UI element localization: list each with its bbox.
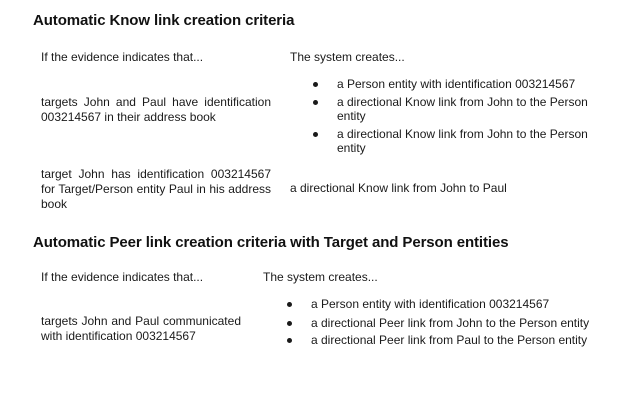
bullet-icon <box>313 100 318 105</box>
list-item: a Person entity with identification 003214567 <box>313 77 613 92</box>
section1-row2-creates: a directional Know link from John to Paul <box>290 181 507 195</box>
bullet-icon <box>287 321 292 326</box>
bullet-icon <box>313 82 318 87</box>
list-item: a Person entity with identification 003214567 <box>287 297 597 312</box>
list-item: a directional Know link from John to the Person entity <box>313 127 613 156</box>
bullet-icon <box>313 132 318 137</box>
bullet-icon <box>287 302 292 307</box>
section1-creates-header: The system creates... <box>290 50 405 64</box>
list-item: a directional Know link from John to the Person entity <box>313 95 613 124</box>
section1-row1-evidence: targets John and Paul have identification 003214567 in their address book <box>41 95 271 124</box>
section1-title: Automatic Know link creation criteria <box>33 12 295 29</box>
list-item: a directional Peer link from John to the Person entity <box>287 316 597 331</box>
section1-row2-evidence: target John has identification 003214567 for Target/Person entity Paul in his address book <box>41 167 271 211</box>
section2-creates-header: The system creates... <box>263 270 378 284</box>
bullet-icon <box>287 338 292 343</box>
list-item: a directional Peer link from Paul to the Person entity <box>287 333 597 348</box>
section2-row1-evidence: targets John and Paul communicated with identification 003214567 <box>41 314 241 343</box>
section1-row1-creates-list <box>313 77 613 156</box>
section1-evidence-header: If the evidence indicates that... <box>41 50 204 64</box>
section2-title: Automatic Peer link creation criteria with Target and Person entities <box>33 234 509 251</box>
section2-evidence-header: If the evidence indicates that... <box>41 270 204 284</box>
section2-row1-creates-list <box>287 297 597 348</box>
